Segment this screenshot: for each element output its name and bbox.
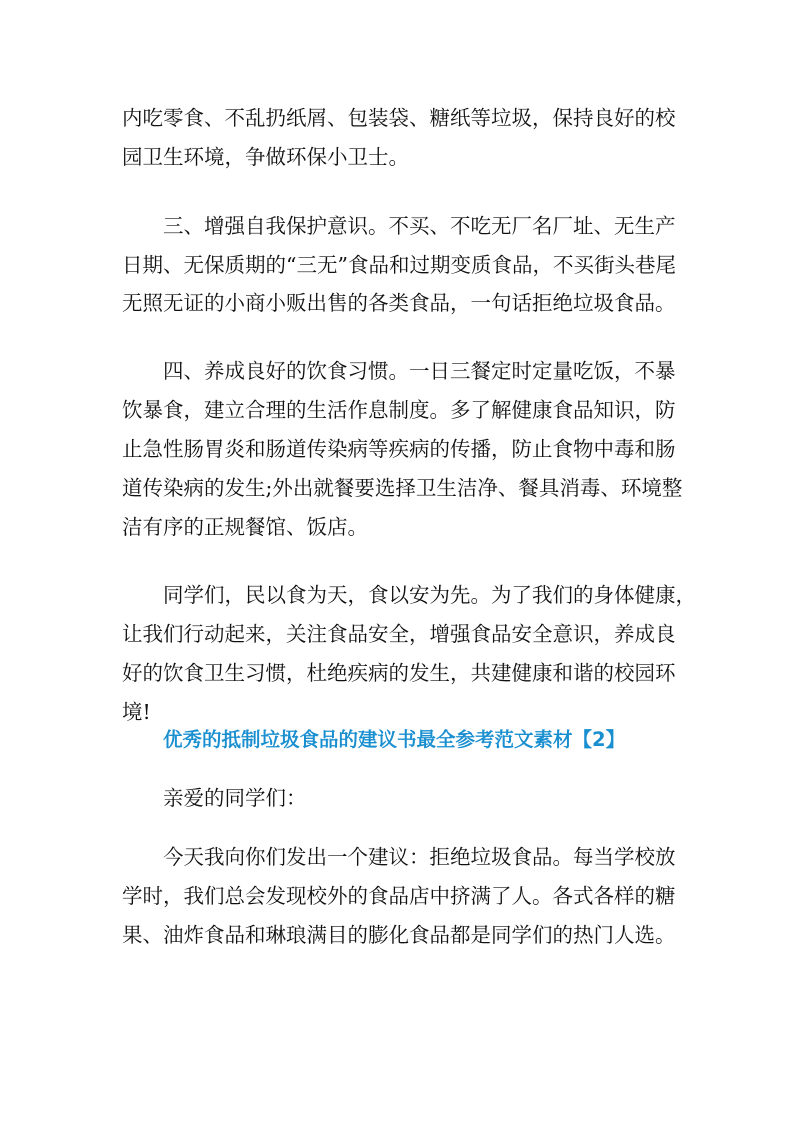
paragraph-line: 让我们行动起来，关注食品安全，增强食品安全意识，养成良 [122, 622, 676, 646]
paragraph-line: 今天我向你们发出一个建议：拒绝垃圾食品。每当学校放 [163, 845, 676, 869]
paragraph-line: 三、增强自我保护意识。不买、不吃无厂名厂址、无生产 [163, 214, 676, 238]
salutation: 亲爱的同学们： [163, 786, 307, 810]
paragraph-line: 洁有序的正规餐馆、饭店。 [122, 515, 368, 539]
section-heading: 优秀的抵制垃圾食品的建议书最全参考范文素材【2】 [163, 728, 626, 751]
paragraph-line: 好的饮食卫生习惯，杜绝疾病的发生，共建健康和谐的校园环 [122, 661, 676, 685]
paragraph-line: 日期、无保质期的“三无”食品和过期变质食品，不买街头巷尾 [122, 253, 676, 277]
paragraph-line: 止急性肠胃炎和肠道传染病等疾病的传播，防止食物中毒和肠 [122, 437, 676, 461]
paragraph-line: 学时，我们总会发现校外的食品店中挤满了人。各式各样的糖 [122, 884, 676, 908]
paragraph-line: 道传染病的发生;外出就餐要选择卫生洁净、餐具消毒、环境整 [122, 476, 683, 500]
paragraph-line: 四、养成良好的饮食习惯。一日三餐定时定量吃饭，不暴 [163, 359, 676, 383]
paragraph-line: 境! [122, 700, 151, 724]
paragraph-line: 饮暴食，建立合理的生活作息制度。多了解健康食品知识，防 [122, 398, 676, 422]
paragraph-line: 园卫生环境，争做环保小卫士。 [122, 145, 409, 169]
paragraph-line: 同学们，民以食为天，食以安为先。为了我们的身体健康， [163, 583, 696, 607]
paragraph-line: 内吃零食、不乱扔纸屑、包装袋、糖纸等垃圾，保持良好的校 [122, 106, 676, 130]
paragraph-line: 果、油炸食品和琳琅满目的膨化食品都是同学们的热门人选。 [122, 923, 676, 947]
paragraph-line: 无照无证的小商小贩出售的各类食品，一句话拒绝垃圾食品。 [122, 291, 676, 315]
